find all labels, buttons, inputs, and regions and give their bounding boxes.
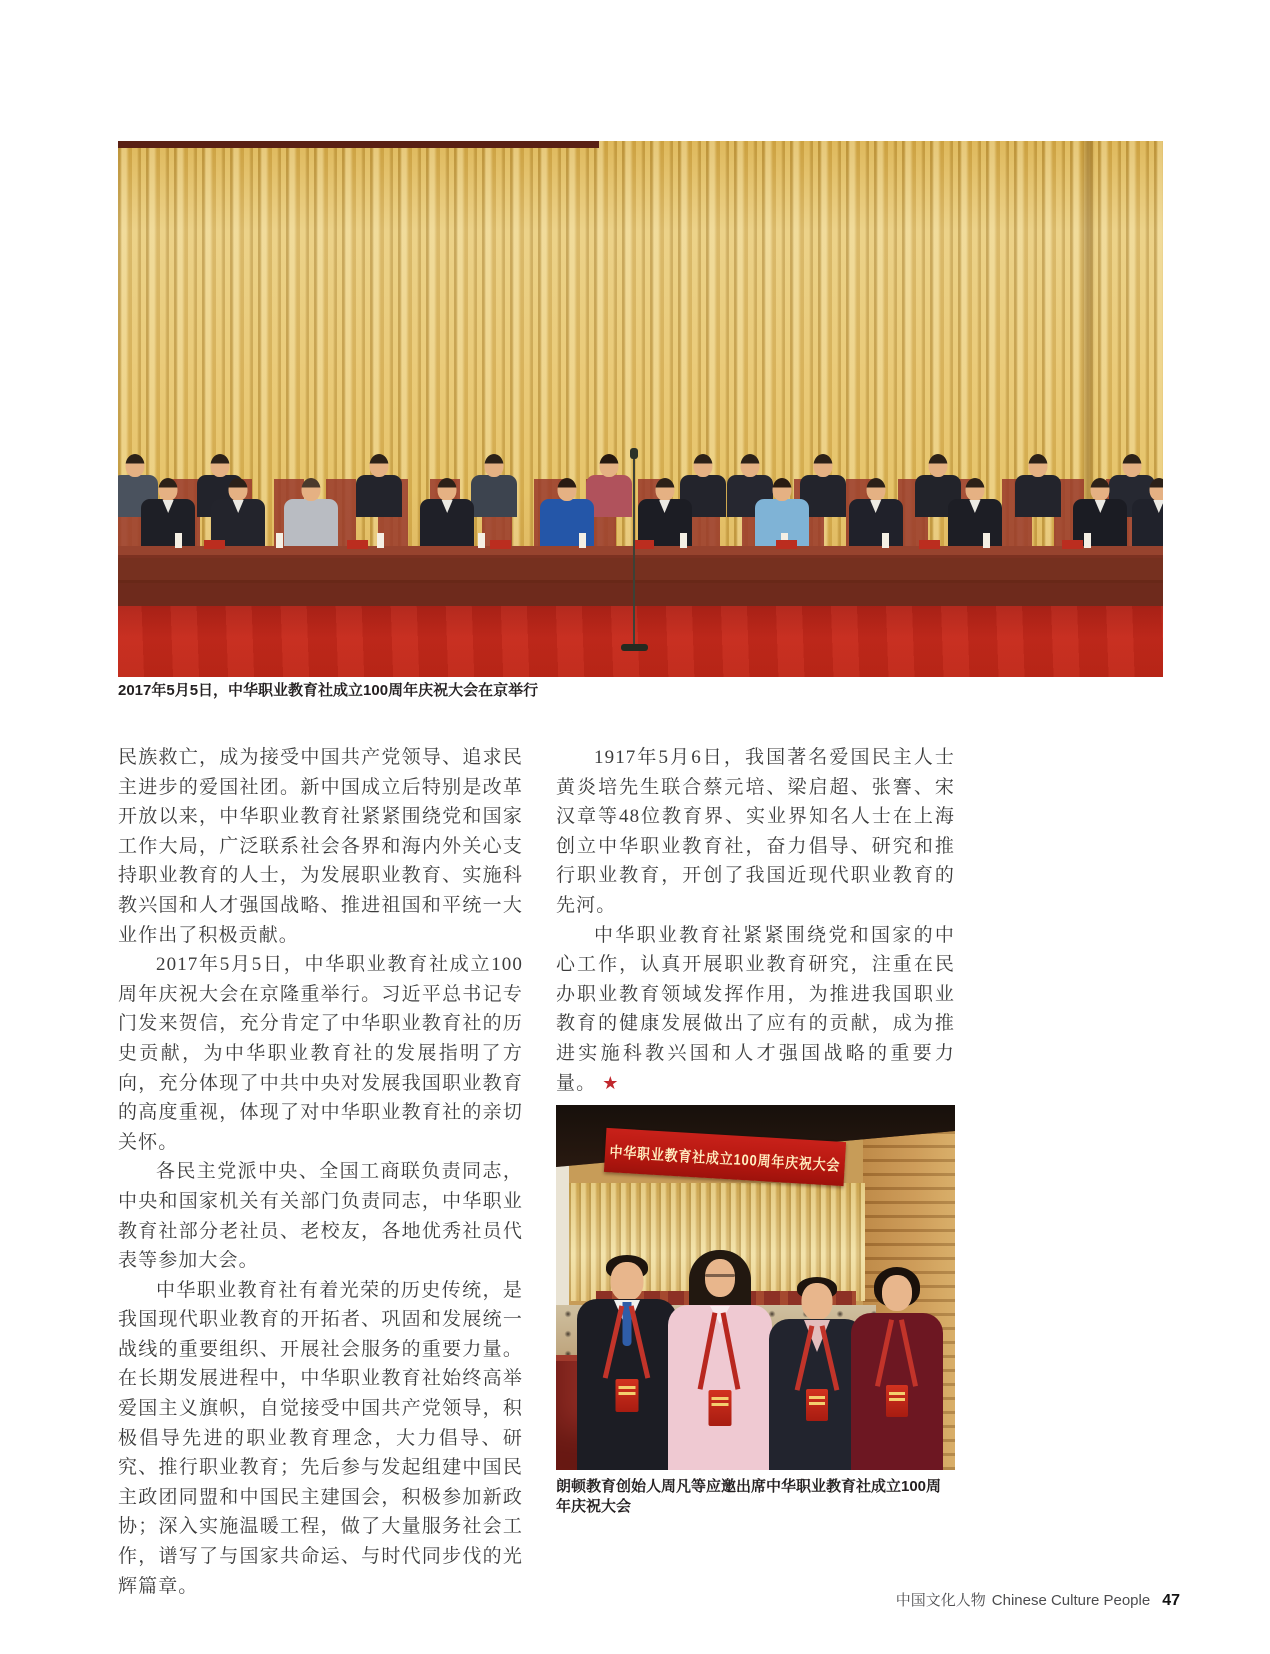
footer-brand-zh: 中国文化人物	[895, 1592, 986, 1609]
footer-brand-en: Chinese Culture People	[991, 1592, 1151, 1609]
paragraph: 2017年5月5日，中华职业教育社成立100周年庆祝大会在京隆重举行。习近平总书记专门发来贺信，充分肯定了中华职业教育社的历史贡献，为中华职业教育社的发展指明了方向，充分体现了中共中央对发展我国职业教育的高度重视，体现了对中华职业教育社的亲切关怀。	[118, 954, 523, 1153]
paragraph: 各民主党派中央、全国工商联负责同志，中央和国家机关有关部门负责同志，中华职业教育社部分老社员、老校友，各地优秀社员代表等参加大会。	[118, 1161, 523, 1272]
microphone-stand	[633, 457, 635, 647]
curtain-valance	[118, 141, 599, 148]
name-cards	[118, 540, 1163, 549]
article-right-column	[556, 743, 955, 1098]
person-figure	[577, 1255, 677, 1470]
paragraph-text: 中华职业教育社紧紧围绕党和国家的中心工作，认真开展职业教育研究，注重在民办职业教育领域发挥作用，为推进我国职业教育的健康发展做出了应有的贡献，成为推进实施科教兴国和人才强国战略的重要力量。	[556, 924, 955, 1094]
banner-text: 中华职业教育社成立100周年庆祝大会	[609, 1142, 841, 1174]
end-star-icon: ★	[602, 1072, 619, 1094]
page-footer	[896, 1589, 1180, 1610]
paragraph: 民族救亡，成为接受中国共产党领导、追求民主进步的爱国社团。新中国成立后特别是改革开放以来，中华职业教育社紧紧围绕党和国家工作大局，广泛联系社会各界和海内外关心支持职业教育的人士，为发展职业教育、实施科教兴国和人才强国战略、推进祖国和平统一大业作出了积极贡献。	[118, 747, 523, 946]
main-photo-caption: 2017年5月5日，中华职业教育社成立100周年庆祝大会在京举行	[118, 682, 539, 699]
article-left-column	[118, 743, 523, 1601]
secondary-photo	[556, 1105, 955, 1470]
paragraph-last	[556, 921, 955, 1099]
rostrum-table	[118, 546, 1163, 606]
person-figure	[1015, 475, 1061, 517]
red-carpet	[118, 606, 1163, 677]
person-figure	[851, 1267, 943, 1470]
main-photo	[118, 141, 1163, 677]
person-figure	[668, 1250, 772, 1470]
paragraph: 1917年5月6日，我国著名爱国民主人士黄炎培先生联合蔡元培、梁启超、张謇、宋汉章等48位教育界、实业界知名人士在上海创立中华职业教育社，奋力倡导、研究和推行职业教育，开创了我国近现代职业教育的先河。	[556, 747, 955, 916]
person-figure	[356, 475, 402, 517]
secondary-photo-caption: 朗顿教育创始人周凡等应邀出席中华职业教育社成立100周年庆祝大会	[556, 1478, 942, 1515]
paragraph: 中华职业教育社有着光荣的历史传统，是我国现代职业教育的开拓者、巩固和发展统一战线的重要组织、开展社会服务的重要力量。在长期发展进程中，中华职业教育社始终高举爱国主义旗帜，自觉接受中国共产党领导，积极倡导先进的职业教育理念，大力倡导、研究、推行职业教育；先后参与发起组建中国民主政团同盟和中国民主建国会，积极参加新政协；深入实施温暖工程，做了大量服务社会工作，谱写了与国家共命运、与时代同步伐的光辉篇章。	[118, 1279, 523, 1597]
footer-page-number: 47	[1162, 1592, 1180, 1609]
person-figure	[471, 475, 517, 517]
